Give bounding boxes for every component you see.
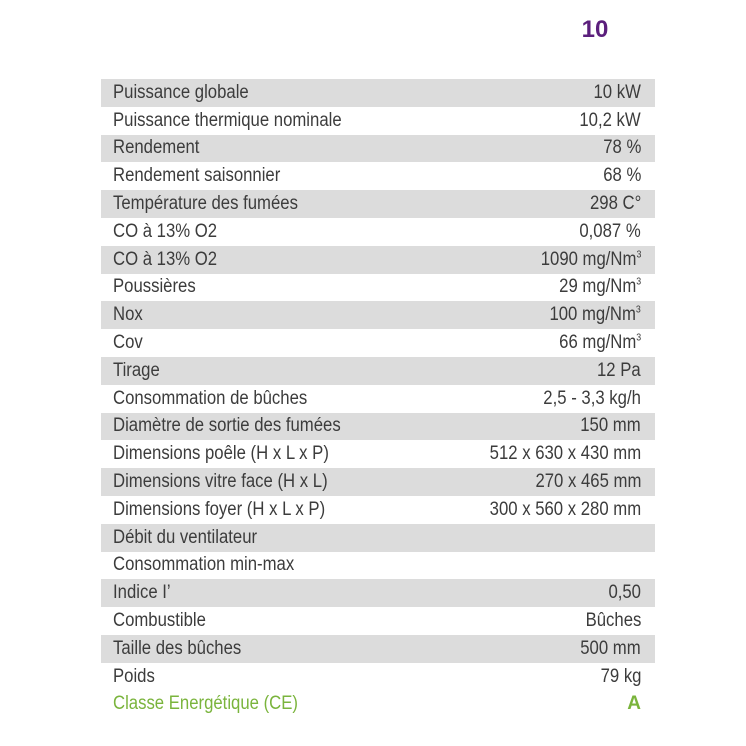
spec-value-superscript: 3 — [636, 249, 641, 261]
spec-value — [581, 638, 641, 660]
spec-value-text: 66 mg/Nm — [558, 332, 637, 354]
spec-row — [101, 579, 655, 607]
spec-value — [550, 304, 641, 326]
spec-value-text: 300 x 560 x 280 mm — [489, 498, 641, 520]
spec-value-text: 68 % — [602, 165, 641, 187]
spec-label: Dimensions poêle (H x L x P) — [113, 443, 329, 465]
spec-row — [101, 274, 655, 302]
spec-label: Puissance thermique nominale — [113, 109, 342, 131]
spec-label: Température des fumées — [113, 193, 298, 215]
spec-value-superscript: 3 — [636, 332, 641, 344]
spec-label: Consommation min-max — [113, 554, 295, 576]
spec-value-text: 78 % — [602, 137, 641, 159]
spec-label: Indice I’ — [113, 582, 171, 604]
spec-value — [490, 443, 641, 465]
spec-value-text: 12 Pa — [597, 359, 641, 381]
spec-label: Poids — [113, 665, 155, 687]
spec-row — [101, 552, 655, 580]
spec-row — [101, 524, 655, 552]
spec-row — [101, 190, 655, 218]
spec-value — [581, 415, 641, 437]
spec-row — [101, 162, 655, 190]
spec-label: Consommation de bûches — [113, 387, 308, 409]
spec-label: Rendement — [113, 137, 200, 159]
spec-label: CO à 13% O2 — [113, 220, 218, 242]
spec-row — [101, 107, 655, 135]
spec-value-text: Bûches — [585, 610, 641, 632]
spec-row — [101, 301, 655, 329]
spec-label: Puissance globale — [113, 81, 249, 103]
spec-label: Poussières — [113, 276, 196, 298]
spec-label: Dimensions vitre face (H x L) — [113, 471, 328, 493]
spec-value — [559, 332, 641, 354]
spec-value-superscript: 3 — [636, 304, 641, 316]
spec-value-text: 79 kg — [600, 665, 641, 687]
spec-value-text: 150 mm — [580, 415, 641, 437]
model-number: 10 — [581, 16, 609, 43]
spec-table — [101, 79, 655, 718]
spec-value-text: 500 mm — [580, 637, 641, 659]
spec-value-text: 2,5 - 3,3 kg/h — [543, 387, 641, 409]
spec-value — [590, 193, 641, 215]
spec-value-text: 10 kW — [593, 81, 641, 103]
spec-value — [540, 249, 641, 271]
spec-value — [585, 610, 641, 632]
spec-row — [101, 79, 655, 107]
spec-value — [559, 276, 641, 298]
spec-value — [580, 110, 641, 132]
spec-value — [608, 582, 641, 604]
spec-value — [600, 666, 641, 688]
energy-class-value: A — [627, 693, 641, 715]
energy-class-row — [101, 691, 655, 719]
spec-label: Diamètre de sortie des fumées — [113, 415, 341, 437]
spec-row — [101, 413, 655, 441]
spec-value-text: 10,2 kW — [579, 109, 641, 131]
spec-row — [101, 496, 655, 524]
spec-value-text: 1090 mg/Nm — [540, 248, 637, 270]
spec-label: Combustible — [113, 610, 206, 632]
spec-value — [603, 137, 641, 159]
spec-value — [490, 499, 641, 521]
spec-value — [597, 360, 641, 382]
spec-row — [101, 468, 655, 496]
spec-value — [603, 165, 641, 187]
spec-value-text: 100 mg/Nm — [549, 304, 637, 326]
spec-label: Cov — [113, 332, 143, 354]
spec-value-text: 0,087 % — [579, 220, 641, 242]
spec-label: Débit du ventilateur — [113, 526, 258, 548]
spec-row — [101, 385, 655, 413]
spec-value — [594, 82, 641, 104]
spec-row — [101, 135, 655, 163]
spec-value — [535, 471, 641, 493]
spec-value-text: 512 x 630 x 430 mm — [489, 443, 641, 465]
spec-label: Rendement saisonnier — [113, 165, 281, 187]
spec-value-text: 270 x 465 mm — [535, 471, 641, 493]
energy-class-label: Classe Energétique (CE) — [113, 693, 298, 715]
spec-value-text: 0,50 — [608, 582, 641, 604]
spec-label: Nox — [113, 304, 143, 326]
spec-row — [101, 440, 655, 468]
spec-row — [101, 357, 655, 385]
spec-value — [543, 388, 641, 410]
spec-row — [101, 218, 655, 246]
spec-row — [101, 635, 655, 663]
spec-value-superscript: 3 — [636, 277, 641, 289]
spec-label: Dimensions foyer (H x L x P) — [113, 498, 326, 520]
spec-row — [101, 663, 655, 691]
spec-label: CO à 13% O2 — [113, 248, 218, 270]
spec-label: Taille des bûches — [113, 637, 242, 659]
spec-row — [101, 607, 655, 635]
spec-row — [101, 329, 655, 357]
spec-row — [101, 246, 655, 274]
spec-value-text: 29 mg/Nm — [558, 276, 637, 298]
spec-value — [580, 221, 641, 243]
spec-label: Tirage — [113, 359, 160, 381]
spec-value-text: 298 C° — [589, 193, 641, 215]
